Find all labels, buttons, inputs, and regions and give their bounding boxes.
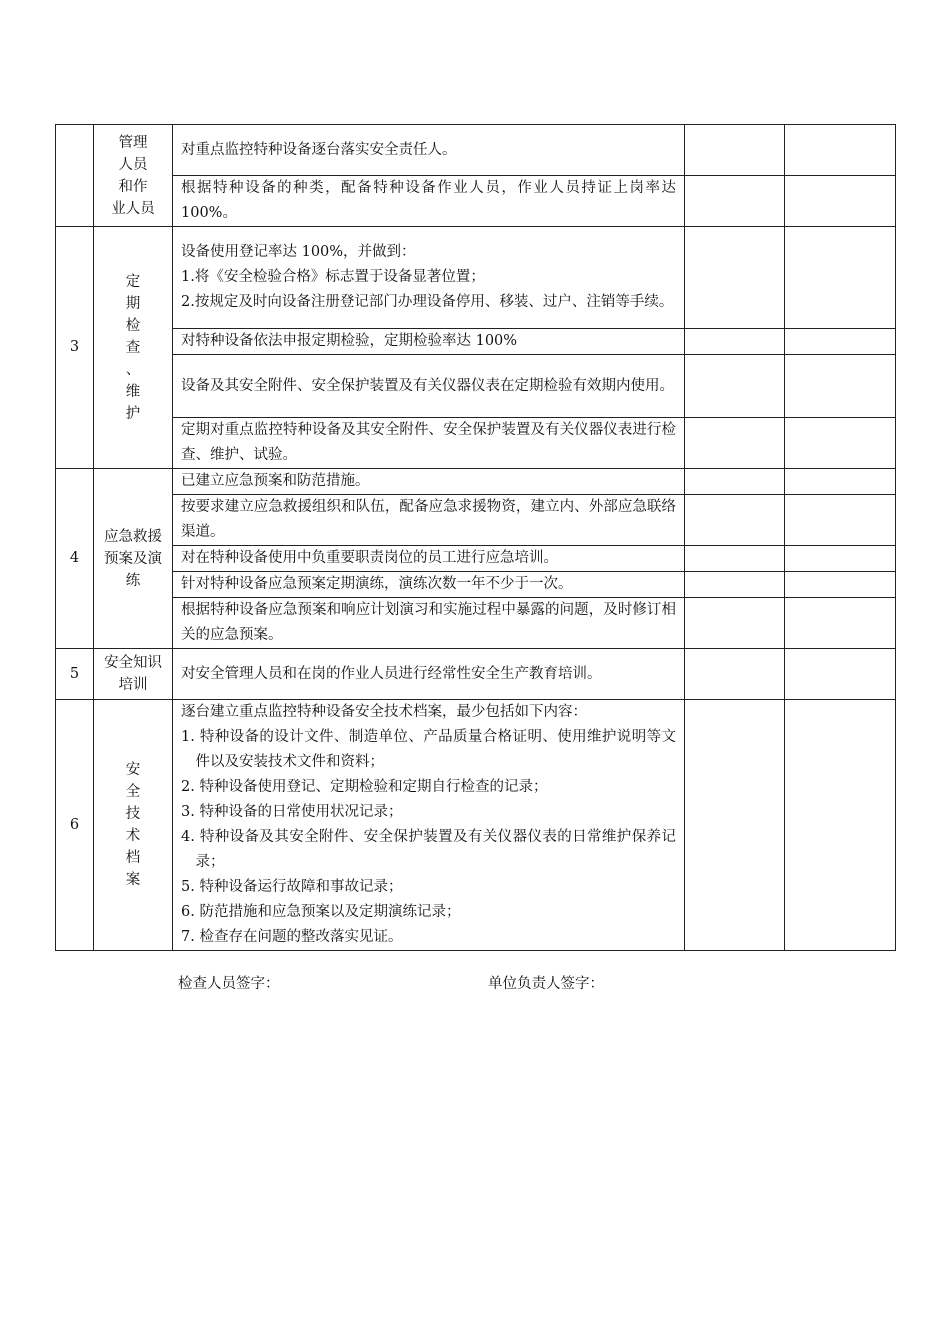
category-text: 全 (125, 784, 141, 800)
row-number-cell: 4 (56, 469, 94, 649)
category-text: 、 (125, 361, 141, 378)
remark-cell[interactable] (785, 418, 896, 469)
category-text: 人员 (118, 156, 148, 173)
result-cell[interactable] (685, 329, 785, 355)
table-row (56, 572, 896, 598)
category-cell (94, 125, 173, 227)
table-row (56, 546, 896, 572)
remark-cell[interactable] (785, 546, 896, 572)
remark-cell[interactable] (785, 329, 896, 355)
result-cell[interactable] (685, 700, 785, 951)
category-cell (94, 227, 173, 469)
requirement-text: 2. 特种设备使用登记、定期检验和定期自行检查的记录； (181, 779, 548, 795)
table-row (56, 125, 896, 176)
category-text: 练 (125, 572, 141, 589)
category-text: 业人员 (111, 200, 155, 217)
category-text: 档 (125, 850, 141, 866)
requirement-cell (173, 329, 685, 355)
row-number-cell: 3 (56, 227, 94, 469)
requirement-text: 2.按规定及时向设备注册登记部门办理设备停用、移装、过户、注销等手续。 (181, 294, 674, 310)
table-row (56, 495, 896, 546)
requirement-cell (173, 125, 685, 176)
requirement-cell (173, 418, 685, 469)
remark-cell[interactable] (785, 227, 896, 329)
requirement-text: 针对特种设备应急预案定期演练，演练次数一年不少于一次。 (181, 576, 573, 592)
row-number-cell: 6 (56, 700, 94, 951)
category-text: 和作 (118, 178, 148, 195)
requirement-cell (173, 598, 685, 649)
remark-cell[interactable] (785, 700, 896, 951)
result-cell[interactable] (685, 649, 785, 700)
category-text: 检 (125, 317, 141, 334)
inspector-signature-label: 检查人员签字： (178, 976, 280, 992)
category-text: 维 (125, 383, 141, 400)
requirement-cell (173, 176, 685, 227)
remark-cell[interactable] (785, 355, 896, 418)
requirement-text: 定期对重点监控特种设备及其安全附件、安全保护装置及有关仪器仪表进行检查、维护、试验。 (181, 422, 676, 463)
inspection-checklist-table (55, 124, 896, 951)
row-number-cell: 5 (56, 649, 94, 700)
result-cell[interactable] (685, 227, 785, 329)
requirement-text: 设备及其安全附件、安全保护装置及有关仪器仪表在定期检验有效期内使用。 (181, 377, 674, 394)
requirement-text: 4. 特种设备及其安全附件、安全保护装置及有关仪器仪表的日常维护保养记录； (181, 829, 676, 870)
table-row (56, 598, 896, 649)
requirement-cell (173, 227, 685, 329)
result-cell[interactable] (685, 125, 785, 176)
requirement-cell (173, 649, 685, 700)
category-text: 案 (125, 872, 141, 888)
table-row (56, 469, 896, 495)
category-cell (94, 649, 173, 700)
requirement-text: 7. 检查存在问题的整改落实见证。 (181, 929, 403, 945)
result-cell[interactable] (685, 572, 785, 598)
remark-cell[interactable] (785, 572, 896, 598)
requirement-text: 对特种设备依法申报定期检验，定期检验率达 100% (181, 333, 518, 349)
requirement-text: 6. 防范措施和应急预案以及定期演练记录； (181, 904, 461, 920)
remark-cell[interactable] (785, 176, 896, 227)
table-row (56, 418, 896, 469)
category-text: 培训 (118, 677, 148, 693)
requirement-text: 对重点监控特种设备逐台落实安全责任人。 (181, 141, 457, 158)
leader-signature-label: 单位负责人签字： (488, 976, 604, 992)
requirement-cell (173, 572, 685, 598)
requirement-cell (173, 469, 685, 495)
table-row (56, 329, 896, 355)
result-cell[interactable] (685, 355, 785, 418)
result-cell[interactable] (685, 469, 785, 495)
requirement-cell (173, 546, 685, 572)
category-text: 术 (125, 828, 141, 844)
requirement-text: 1. 特种设备的设计文件、制造单位、产品质量合格证明、使用维护说明等文件以及安装技术文件和资料； (181, 729, 676, 770)
result-cell[interactable] (685, 495, 785, 546)
requirement-text: 5. 特种设备运行故障和事故记录； (181, 879, 403, 895)
requirement-text: 对在特种设备使用中负重要职责岗位的员工进行应急培训。 (181, 550, 558, 566)
category-text: 技 (125, 806, 141, 822)
table-row (56, 176, 896, 227)
category-text: 期 (125, 295, 141, 312)
requirement-text: 逐台建立重点监控特种设备安全技术档案，最少包括如下内容： (181, 704, 587, 720)
remark-cell[interactable] (785, 495, 896, 546)
result-cell[interactable] (685, 418, 785, 469)
category-text: 应急救援 (104, 528, 162, 545)
requirement-cell (173, 495, 685, 546)
requirement-text: 根据特种设备的种类，配备特种设备作业人员，作业人员持证上岗率达 100%。 (181, 180, 676, 221)
category-text: 查 (125, 339, 141, 356)
requirement-text: 设备使用登记率达 100%，并做到： (181, 244, 416, 260)
result-cell[interactable] (685, 546, 785, 572)
category-text: 护 (125, 405, 141, 422)
category-text: 预案及演 (104, 550, 162, 567)
remark-cell[interactable] (785, 649, 896, 700)
row-number-cell (56, 125, 94, 227)
category-text: 安全知识 (104, 655, 162, 671)
requirement-text: 1.将《安全检验合格》标志置于设备显著位置； (181, 269, 485, 285)
remark-cell[interactable] (785, 125, 896, 176)
requirement-text: 按要求建立应急救援组织和队伍，配备应急求援物资，建立内、外部应急联络渠道。 (181, 499, 676, 540)
requirement-text: 对安全管理人员和在岗的作业人员进行经常性安全生产教育培训。 (181, 665, 602, 682)
requirement-text: 根据特种设备应急预案和响应计划演习和实施过程中暴露的问题，及时修订相关的应急预案。 (181, 602, 676, 643)
category-cell (94, 700, 173, 951)
requirement-text: 3. 特种设备的日常使用状况记录； (181, 804, 403, 820)
table-row (56, 355, 896, 418)
requirement-text: 已建立应急预案和防范措施。 (181, 473, 370, 489)
table-row (56, 649, 896, 700)
category-text: 安 (125, 762, 141, 778)
category-text: 定 (125, 273, 141, 290)
requirement-cell (173, 700, 685, 951)
remark-cell[interactable] (785, 598, 896, 649)
category-cell (94, 469, 173, 649)
result-cell[interactable] (685, 598, 785, 649)
remark-cell[interactable] (785, 469, 896, 495)
table-row (56, 700, 896, 951)
requirement-cell (173, 355, 685, 418)
category-text: 管理 (118, 134, 148, 151)
result-cell[interactable] (685, 176, 785, 227)
table-row (56, 227, 896, 329)
